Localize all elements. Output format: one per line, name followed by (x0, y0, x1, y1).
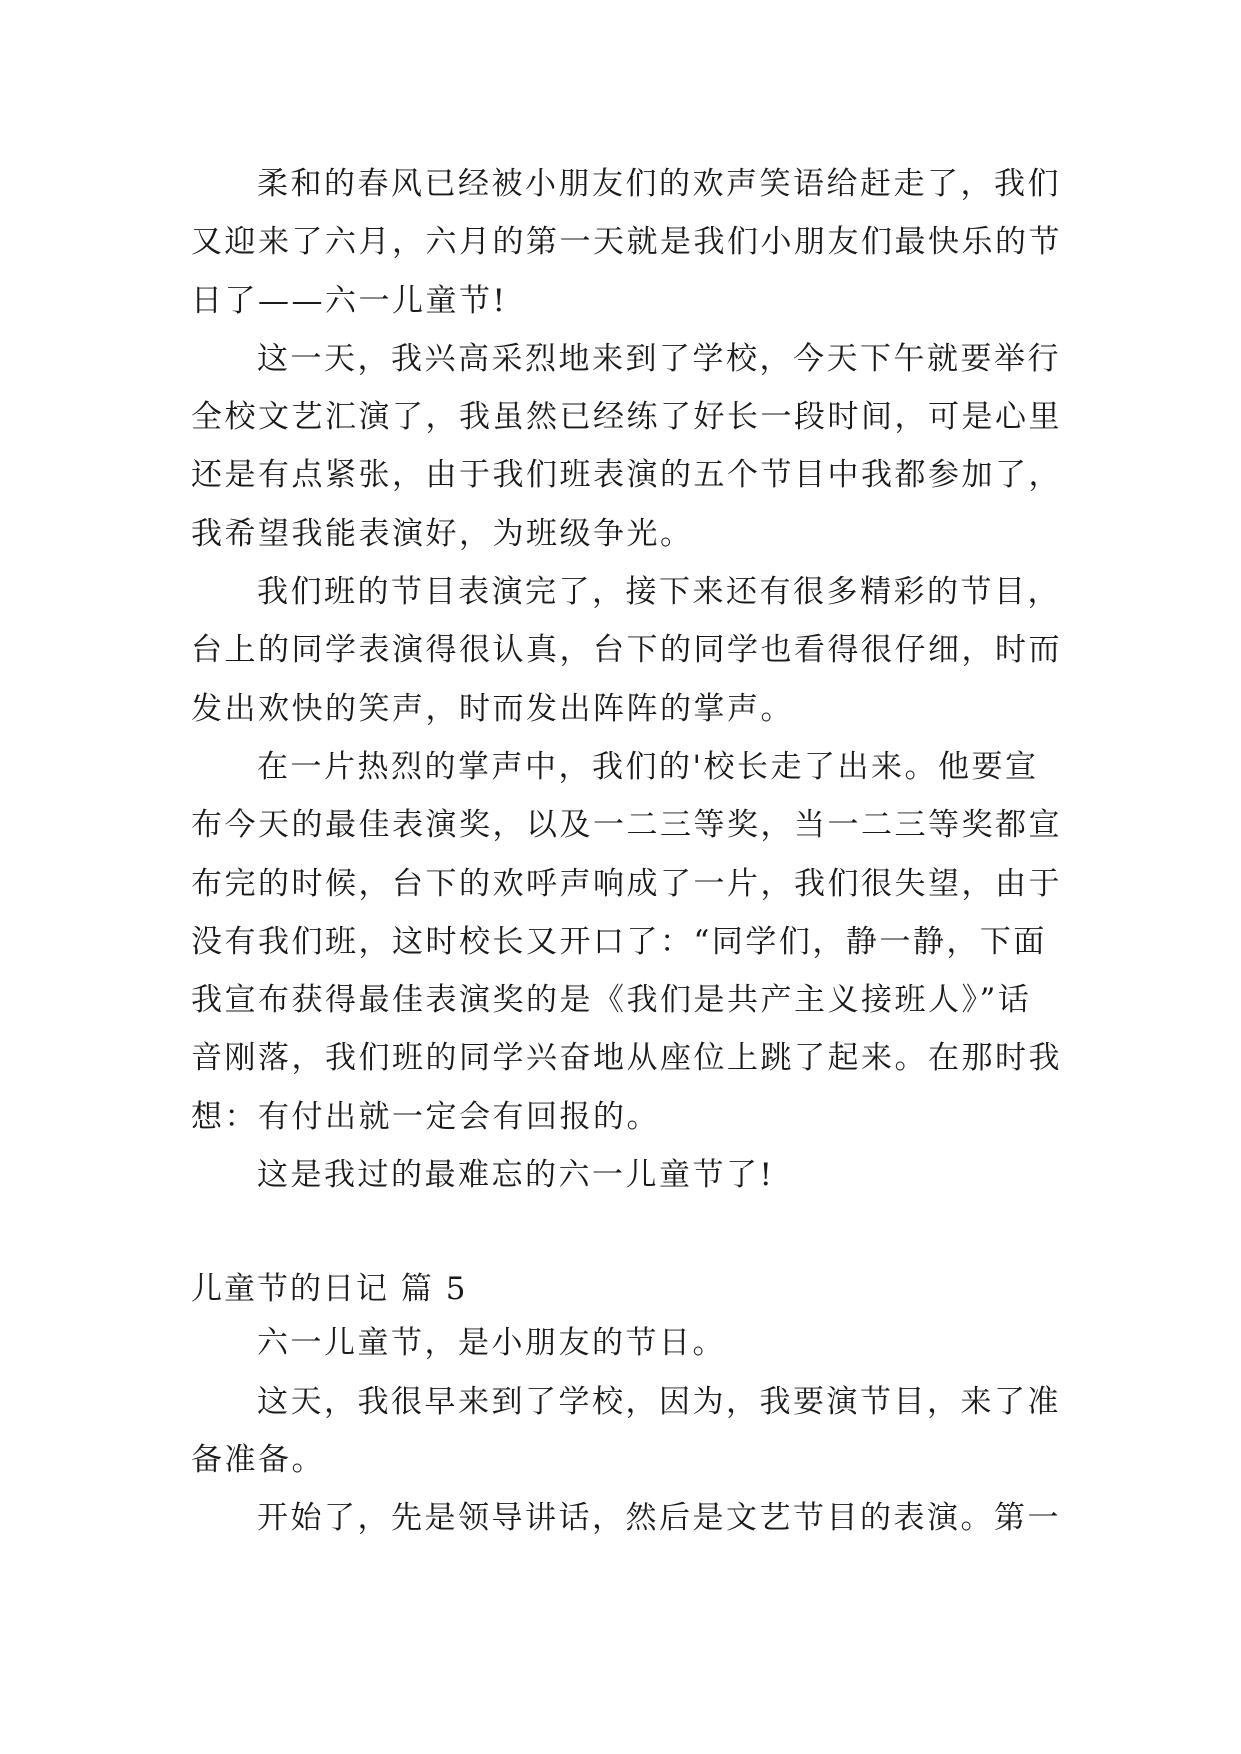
text-line: 这一天，我兴高采烈地来到了学校，今天下午就要举行 (257, 340, 1061, 377)
text-line: 布完的时候，台下的欢呼声响成了一片，我们很失望，由于 (191, 865, 1062, 902)
text-line: 全校文艺汇演了，我虽然已经练了好长一段时间，可是心里 (191, 399, 1062, 436)
text-line: 发出欢快的笑声，时而发出阵阵的掌声。 (191, 690, 794, 727)
paragraph (191, 330, 1061, 563)
text-line: 还是有点紧张，由于我们班表演的五个节目中我都参加了， (191, 457, 1062, 494)
text-line: 日了——六一儿童节! (191, 282, 508, 319)
text-line: 台上的同学表演得很认真，台下的同学也看得很仔细，时而 (191, 632, 1062, 669)
text-line: 这天，我很早来到了学校，因为，我要演节目，来了准 (257, 1383, 1061, 1420)
text-line: 备准备。 (191, 1441, 325, 1478)
paragraph (191, 1314, 1061, 1372)
text-line: 没有我们班，这时校长又开口了：“同学们，静一静，下面 (191, 923, 1047, 960)
text-line: 我宣布获得最佳表演奖的是《我们是共产主义接班人》”话 (191, 982, 1032, 1019)
paragraph (191, 563, 1061, 738)
text-line: 六一儿童节，是小朋友的节日。 (257, 1325, 726, 1362)
text-line: 在一片热烈的掌声中，我们的'校长走了出来。他要宣 (257, 748, 1039, 785)
paragraph (191, 1146, 1061, 1204)
text-line: 布今天的最佳表演奖，以及一二三等奖，当一二三等奖都宣 (191, 807, 1062, 844)
text-line: 开始了，先是领导讲话，然后是文艺节目的表演。第一 (257, 1500, 1061, 1537)
text-line: 柔和的春风已经被小朋友们的欢声笑语给赶走了，我们 (257, 166, 1061, 202)
paragraph (191, 1489, 1061, 1547)
section-title: 儿童节的日记 篇 5 (191, 1271, 468, 1308)
text-line: 我希望我能表演好，为班级争光。 (191, 515, 694, 552)
paragraph (191, 155, 1061, 330)
text-line: 音刚落，我们班的同学兴奋地从座位上跳了起来。在那时我 (191, 1040, 1062, 1077)
text-line: 又迎来了六月，六月的第一天就是我们小朋友们最快乐的节 (191, 224, 1062, 261)
section-spacer (191, 1204, 1061, 1264)
document-body (191, 155, 1061, 1548)
text-line: 这是我过的最难忘的六一儿童节了! (257, 1157, 775, 1194)
paragraph (191, 1373, 1061, 1490)
paragraph (191, 738, 1061, 1146)
text-line: 我们班的节目表演完了，接下来还有很多精彩的节目， (257, 574, 1061, 611)
text-line: 想：有付出就一定会有回报的。 (191, 1098, 660, 1135)
